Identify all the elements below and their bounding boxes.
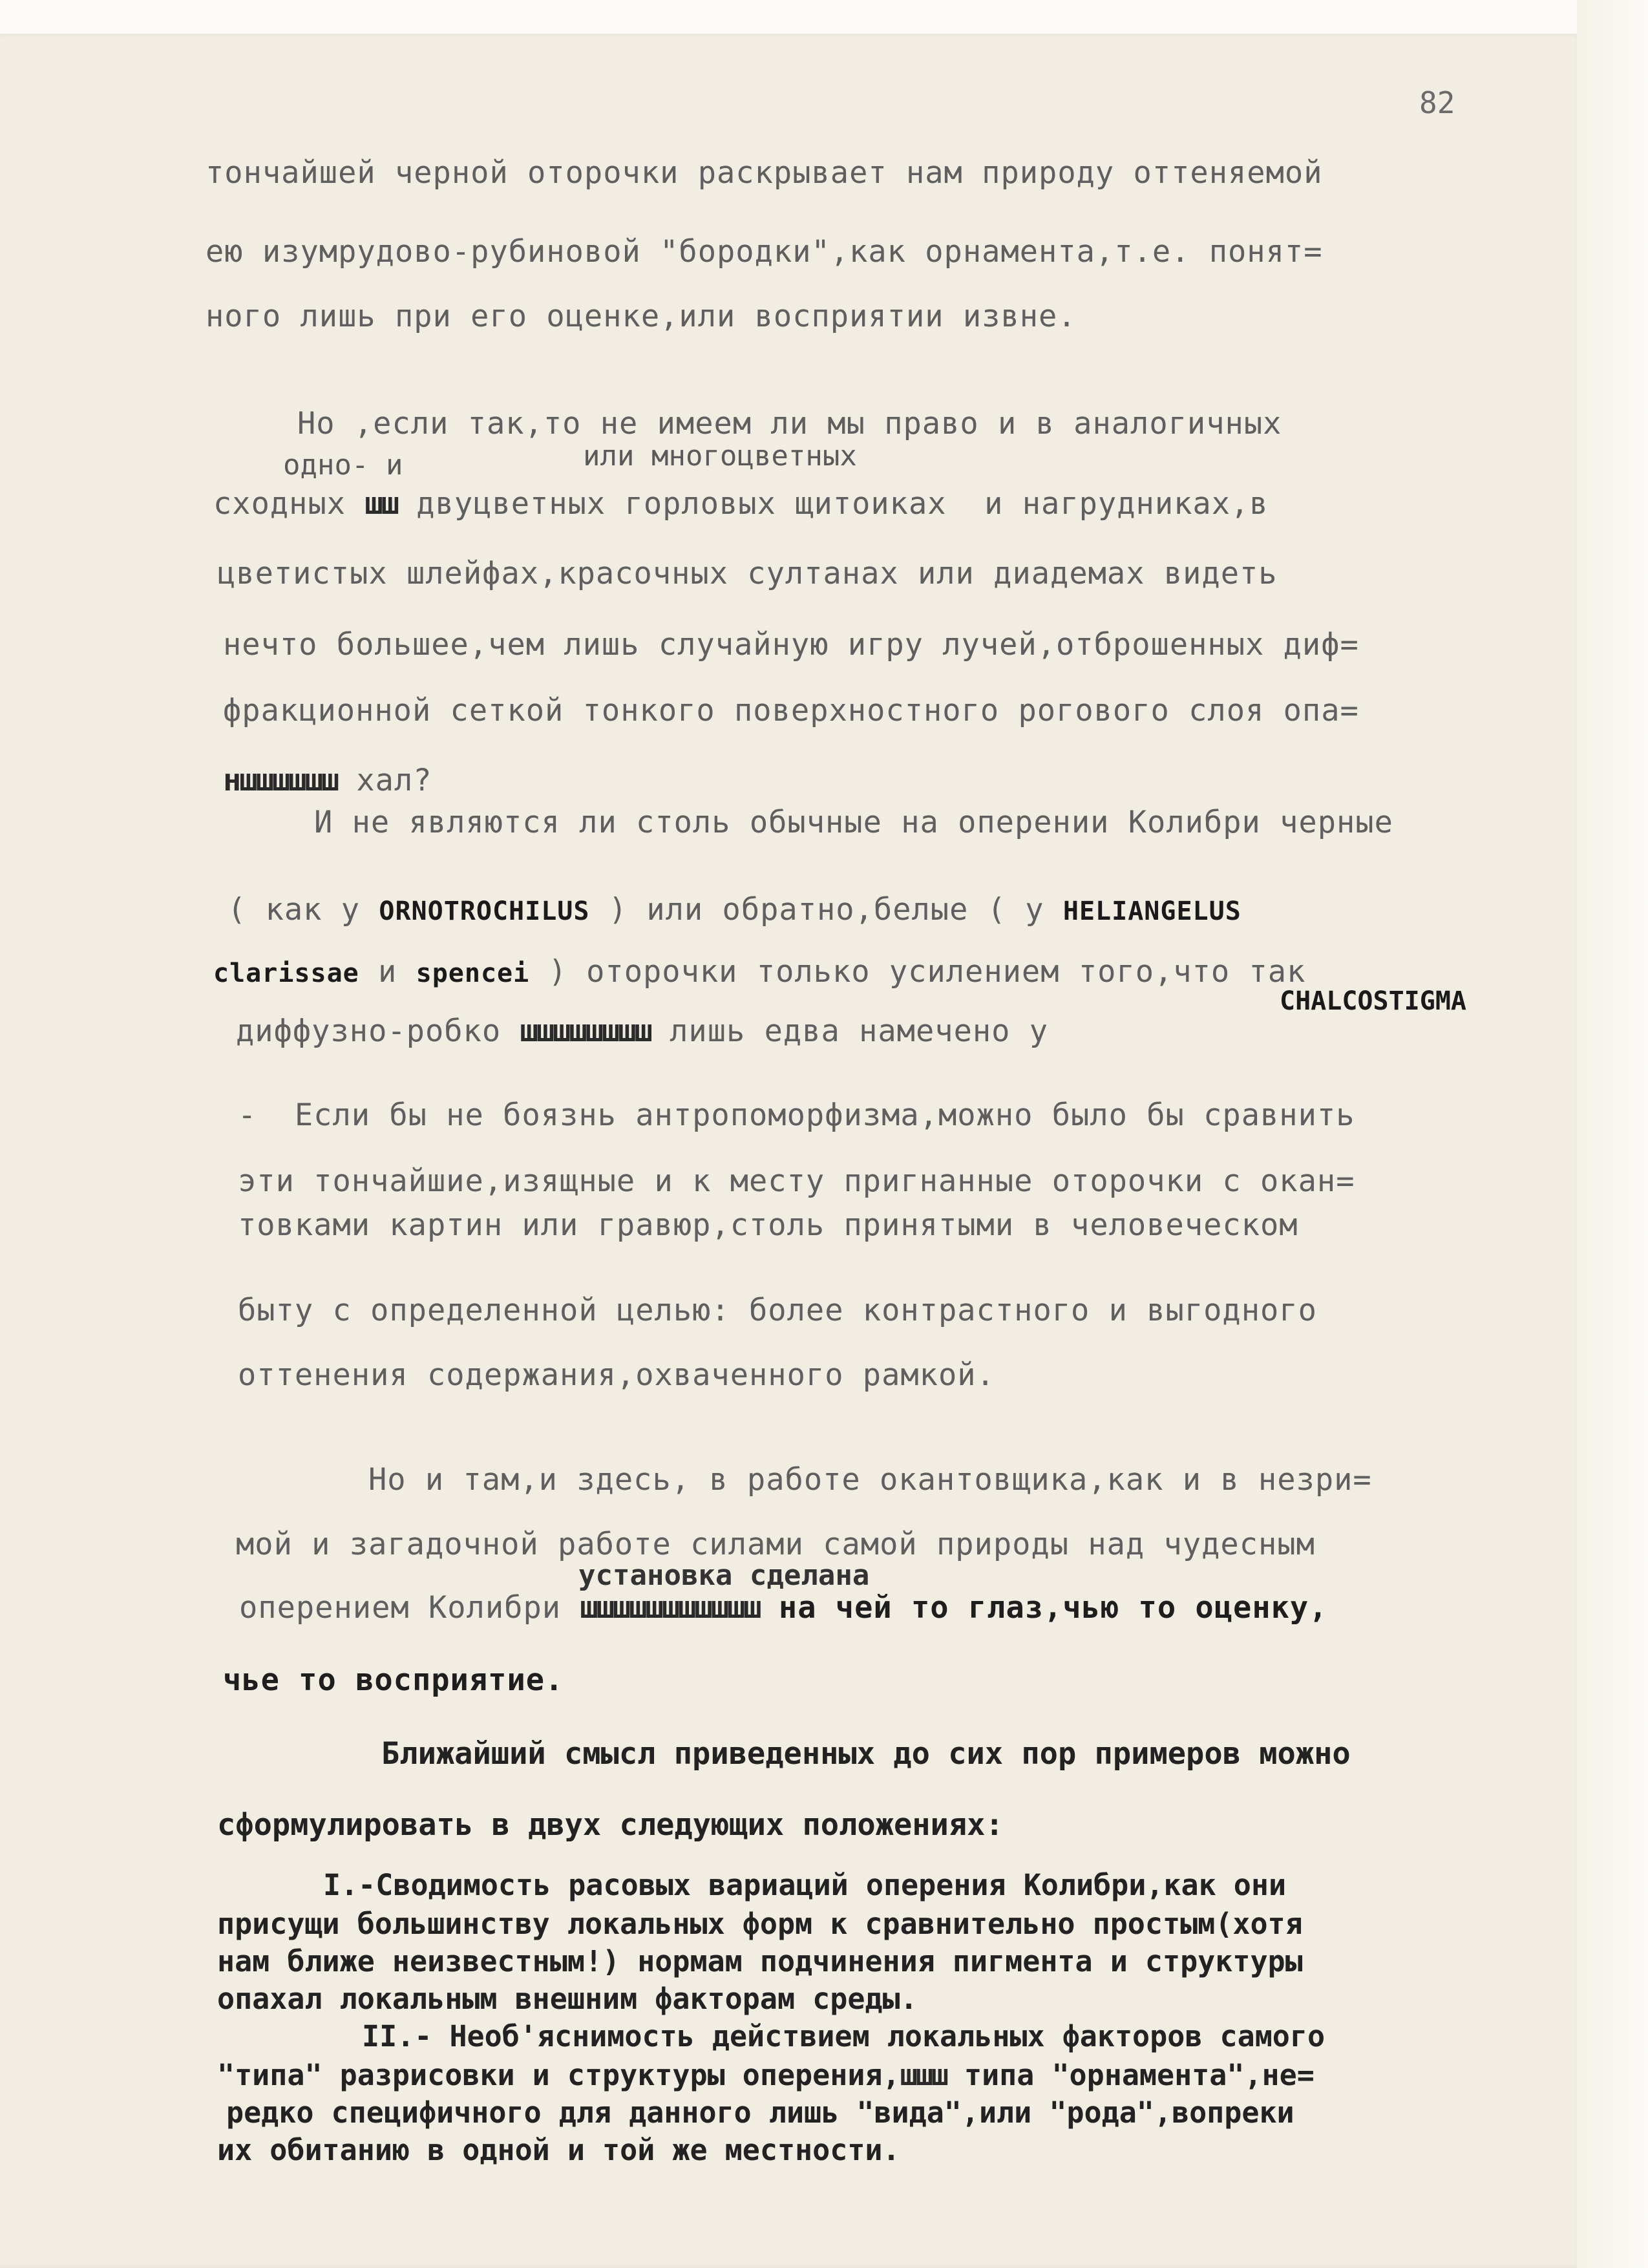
text-segment: лишь едва намечено у — [650, 1013, 1049, 1049]
struck-out-text: шшшшшшшш — [520, 1013, 651, 1049]
text-line: - Если бы не боязнь антропоморфизма,можно было бы сравнить — [238, 1097, 1355, 1133]
latin-genus-insert: CHALCOSTIGMA — [1280, 986, 1466, 1016]
text-segment: "типа" разрисовки и структуры оперения, — [217, 2058, 900, 2092]
text-line: товками картин или гравюр,столь принятыми в человеческом — [238, 1207, 1298, 1243]
struck-out-text: шш — [364, 486, 397, 522]
point-one: I.-Сводимость расовых вариаций оперения Колибри,как они — [323, 1868, 1287, 1902]
point-one: опахал локальным внешним факторам среды. — [217, 1982, 918, 2016]
text-line — [223, 763, 432, 798]
text-line: быту с определенной целью: более контрастного и выгодного — [238, 1293, 1317, 1328]
struck-out-text: ншшшшшш — [223, 763, 338, 798]
text-line — [227, 892, 1241, 927]
point-two: редко специфичного для данного лишь "вида",или "рода",вопреки — [226, 2095, 1294, 2130]
latin-genus-name: ORNOTROCHILUS — [379, 896, 590, 926]
text-line — [236, 1013, 1048, 1049]
text-line: эти тончайшие,изящные и к месту пригнанные оторочки с окан= — [238, 1163, 1355, 1199]
paper-edge — [1577, 0, 1648, 2268]
latin-species-name: clarissae — [213, 959, 359, 988]
struck-out-text: шшшшшшшшшшш — [580, 1590, 760, 1626]
text-line: чье то восприятие. — [223, 1662, 564, 1698]
text-line: Но ,если так,то не имеем ли мы право и в аналогичных — [297, 406, 1282, 441]
text-segment: сходных — [213, 486, 365, 522]
latin-genus-name: HELIANGELUS — [1062, 896, 1241, 926]
text-segment: двуцветных горловых щитоиках и нагрудниках,в — [397, 486, 1269, 522]
scan-top-strip — [0, 0, 1648, 34]
point-two — [217, 2058, 1315, 2092]
text-line: ного лишь при его оценке,или восприятии извне. — [206, 299, 1077, 334]
text-segment: ) или обратно,белые ( у — [589, 892, 1063, 927]
latin-species-name: spencei — [416, 959, 530, 988]
text-segment: и — [359, 954, 416, 990]
text-line: оттенения содержания,охваченного рамкой. — [238, 1357, 995, 1393]
handwritten-insert: или многоцветных — [583, 440, 857, 472]
text-segment: ) оторочки только усилением того,что так — [529, 954, 1306, 990]
text-segment: ( как у — [227, 892, 379, 927]
text-line — [239, 1590, 1328, 1626]
text-segment: на чей то глаз,чью то оценку, — [759, 1590, 1328, 1626]
page-number: 82 — [1419, 85, 1455, 120]
text-segment: типа "орнамента",не= — [946, 2058, 1315, 2092]
text-line: тончайшей черной оторочки раскрывает нам природу оттеняемой — [206, 155, 1323, 191]
typed-insert: установка сделана — [578, 1559, 870, 1592]
text-line: Но и там,и здесь, в работе окантовщика,как и в незри= — [368, 1462, 1372, 1498]
text-line: ею изумрудово-рубиновой "бородки",как орнамента,т.е. понят= — [206, 234, 1323, 270]
text-line: нечто большее,чем лишь случайную игру лучей,отброшенных диф= — [223, 627, 1359, 662]
text-line: мой и загадочной работе силами самой природы над чудесным — [236, 1527, 1315, 1562]
text-line: И не являются ли столь обычные на оперении Колибри черные — [314, 805, 1393, 840]
handwritten-insert: одно- и — [283, 449, 403, 482]
text-line: фракционной сеткой тонкого поверхностного рогового слоя опа= — [223, 693, 1359, 728]
text-segment: хал? — [337, 763, 432, 798]
struck-out-text: шшш — [900, 2058, 947, 2092]
point-two: II.- Необ'яснимость действием локальных факторов самого — [362, 2019, 1326, 2053]
text-line: цветистых шлейфах,красочных султанах или диадемах видеть — [217, 556, 1278, 591]
text-line — [213, 486, 1269, 522]
point-one: присущи большинству локальных форм к сравнительно простым(хотя — [217, 1907, 1303, 1941]
summary-intro: сформулировать в двух следующих положениях: — [217, 1807, 1004, 1843]
point-two: их обитанию в одной и той же местности. — [217, 2133, 900, 2167]
text-line — [213, 954, 1305, 990]
point-one: нам ближе неизвестным!) нормам подчинения пигмента и структуры — [217, 1944, 1303, 1978]
text-segment: оперением Колибри — [239, 1590, 580, 1626]
summary-intro: Ближайший смысл приведенных до сих пор примеров можно — [381, 1736, 1351, 1772]
text-segment: диффузно-робко — [236, 1013, 520, 1049]
